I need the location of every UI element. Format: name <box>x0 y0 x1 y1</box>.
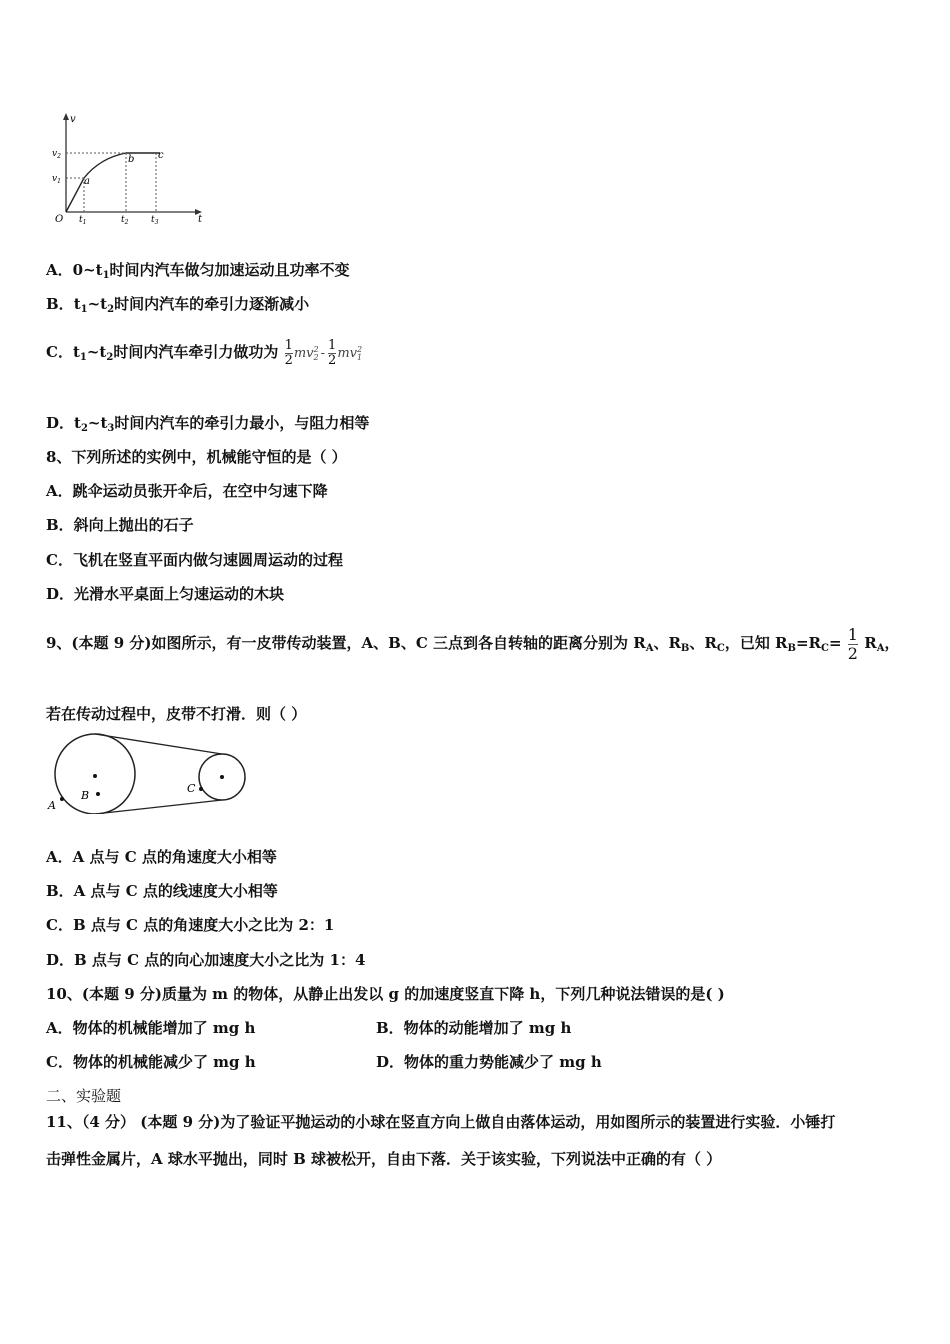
point-a-label: a <box>84 176 90 187</box>
t-axis-label: t <box>198 214 203 225</box>
sup: 2 <box>356 344 363 354</box>
q10-option-a[interactable]: A．物体的机械能增加了 mg h <box>46 1019 256 1037</box>
subscript: B <box>787 643 796 654</box>
denominator: 2 <box>284 352 293 368</box>
label-b: B <box>81 789 90 802</box>
subscript: 1 <box>102 270 110 281</box>
super-sub <box>357 346 362 362</box>
option-label: B． <box>46 295 74 313</box>
text: 时间内汽车的牵引力最小，与阻力相等 <box>114 414 370 432</box>
point-c <box>199 787 203 791</box>
formula-term <box>337 346 362 361</box>
text: 0~t <box>72 261 103 279</box>
text: = <box>828 634 842 652</box>
label-a: A <box>48 799 56 812</box>
q11-stem-line2: 击弹性金属片，A 球水平抛出，同时 B 球被松开，自由下落．关于该实验，下列说法中正确的有（ ） <box>46 1150 722 1168</box>
large-axle <box>93 774 97 778</box>
sub: 2 <box>313 352 319 362</box>
text: R <box>858 634 877 652</box>
text: t <box>73 295 81 313</box>
q7-option-a[interactable] <box>46 260 350 286</box>
q11-stem-line1: 11、（4 分） (本题 9 分)为了验证平抛运动的小球在竖直方向上做自由落体运动，用如图所示的装置进行实验．小锤打 <box>46 1113 836 1131</box>
t3-label: $t_3$ <box>151 215 159 226</box>
section-heading: 二、实验题 <box>46 1087 122 1105</box>
subscript: 2 <box>107 304 115 315</box>
text: 时间内汽车的牵引力逐渐减小 <box>114 295 310 313</box>
text: =R <box>795 634 822 652</box>
text: t <box>74 414 81 432</box>
super-sub <box>314 346 319 362</box>
v2-label: $v_2$ <box>52 149 61 160</box>
origin-label: O <box>55 214 64 225</box>
text: 、R <box>689 634 717 652</box>
term: mv <box>293 346 314 361</box>
text: 时间内汽车牵引力做功为 <box>113 343 279 361</box>
denominator: 2 <box>847 643 858 663</box>
subscript: B <box>680 643 690 654</box>
q10-stem: 10、(本题 9 分)质量为 m 的物体，从静止出发以 g 的加速度竖直下降 h，下列几种说法错误的是( ) <box>46 985 725 1003</box>
q9-stem <box>46 620 899 672</box>
q8-option-d[interactable]: D．光滑水平桌面上匀速运动的木块 <box>46 585 285 603</box>
belt-pulley-figure <box>44 732 254 814</box>
sub: 1 <box>356 352 363 362</box>
sup: 2 <box>313 344 319 354</box>
point-b-label: b <box>128 154 135 165</box>
text: 、R <box>653 634 681 652</box>
subscript: C <box>716 643 725 654</box>
q9-option-c[interactable]: C．B 点与 C 点的角速度大小之比为 2：1 <box>46 916 335 934</box>
q10-option-d[interactable]: D．物体的重力势能减少了 mg h <box>376 1053 602 1071</box>
text: t <box>72 343 80 361</box>
subscript: A <box>876 643 885 654</box>
option-label: D． <box>46 414 75 432</box>
subscript: 2 <box>106 352 114 363</box>
point-b <box>96 792 100 796</box>
text: ， <box>884 634 900 652</box>
numerator: 1 <box>284 337 293 353</box>
v-axis-label: v <box>70 114 76 125</box>
q8-option-a[interactable]: A．跳伞运动员张开伞后，在空中匀速下降 <box>46 482 328 500</box>
q9-option-d[interactable]: D．B 点与 C 点的向心加速度大小之比为 1：4 <box>46 951 366 969</box>
minus: - <box>320 346 326 361</box>
subscript: A <box>645 643 654 654</box>
numerator: 1 <box>328 337 337 353</box>
text: 时间内汽车做匀加速运动且功率不变 <box>109 261 350 279</box>
small-axle <box>220 775 224 779</box>
option-label: C． <box>46 343 73 361</box>
point-c-label: c <box>158 150 164 161</box>
v-axis-arrow <box>63 113 69 120</box>
q7-option-d[interactable] <box>46 413 369 439</box>
text: ，已知 R <box>724 634 788 652</box>
belt-top <box>95 734 222 754</box>
q9-option-b[interactable]: B．A 点与 C 点的线速度大小相等 <box>46 882 278 900</box>
formula-term <box>294 346 319 361</box>
t1-label: $t_1$ <box>79 215 87 226</box>
fraction-half <box>328 339 336 368</box>
point-a <box>60 797 64 801</box>
text: ~t <box>87 414 108 432</box>
t2-label: $t_2$ <box>121 215 129 226</box>
subscript: 1 <box>80 304 88 315</box>
fraction-half <box>285 339 293 368</box>
term: mv <box>337 346 357 361</box>
q10-option-b[interactable]: B．物体的动能增加了 mg h <box>376 1019 572 1037</box>
q8-option-c[interactable]: C．飞机在竖直平面内做匀速圆周运动的过程 <box>46 551 343 569</box>
q7-option-b[interactable] <box>46 294 309 320</box>
subscript: C <box>821 643 829 654</box>
q9-stem-2: 若在传动过程中，皮带不打滑．则（ ） <box>46 705 307 723</box>
option-label: A． <box>46 261 73 279</box>
fraction-half <box>848 626 858 663</box>
velocity-time-graph <box>48 110 218 228</box>
belt-bottom <box>95 800 222 814</box>
q8-stem: 8、下列所述的实例中，机械能守恒的是（ ） <box>46 448 347 466</box>
text: 9、(本题 9 分)如图所示，有一皮带传动装置，A、B、C 三点到各自转轴的距离分别为 R <box>46 634 646 652</box>
text: ~t <box>86 343 107 361</box>
subscript: 3 <box>107 423 115 434</box>
q8-option-b[interactable]: B．斜向上抛出的石子 <box>46 516 194 534</box>
q10-option-c[interactable]: C．物体的机械能减少了 mg h <box>46 1053 256 1071</box>
q7-option-c[interactable] <box>46 330 362 380</box>
v1-label: $v_1$ <box>52 174 61 185</box>
denominator: 2 <box>328 352 337 368</box>
velocity-curve <box>66 153 160 212</box>
subscript: 1 <box>79 352 87 363</box>
label-c: C <box>187 782 196 795</box>
q9-option-a[interactable]: A．A 点与 C 点的角速度大小相等 <box>46 848 277 866</box>
subscript: 2 <box>80 423 88 434</box>
text: ~t <box>87 295 108 313</box>
numerator: 1 <box>847 624 858 644</box>
